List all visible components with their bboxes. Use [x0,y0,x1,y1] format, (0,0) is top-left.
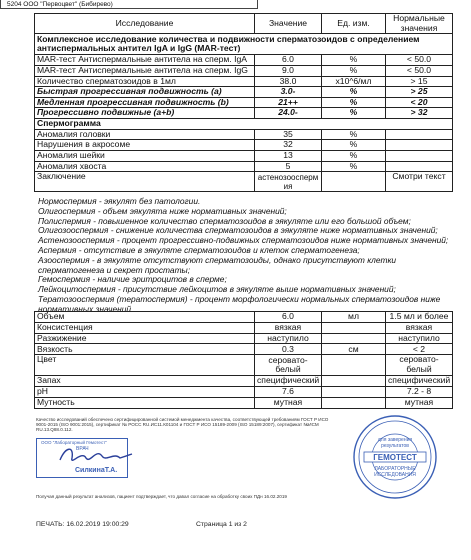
table-row [35,140,453,151]
row-name: Количество сперматозоидов в 1мл [35,76,255,87]
row-value: мутная [255,397,322,408]
row-value: специфический [255,376,322,387]
table-row [35,312,453,323]
table-row [35,386,453,397]
row-name: Цвет [35,355,255,376]
row-value: 24.0- [255,108,322,119]
page-number: Страница 1 из 2 [196,521,247,528]
stamp-role: ВРАЧ [76,446,89,452]
header-norm: Нормальные значения [386,14,453,34]
note-line: Тератозооспермия (тератоспермия) - процент морфологически нормальных сперматозоидов ниже нормативных значений. [38,293,441,314]
consent-note: Получая данный результат анализов, пациент подтверждает, что давал согласие на обработку своих ПДн 16.02.2019 [36,494,287,499]
row-unit: % [322,108,386,119]
row-value: 0.3 [255,344,322,355]
results-table [34,13,453,192]
table-row [35,65,453,76]
row-norm: > 32 [386,108,453,119]
row-unit [322,333,386,344]
stamp-company: ООО "Лабораторный Гемотест" [41,440,107,445]
table-row [35,322,453,333]
row-unit [322,386,386,397]
table-row [35,376,453,387]
note-line: Олигозооспермия - снижение количества сперматозоидов в эякуляте ниже нормативных значений; [38,225,438,236]
stamp-doctor-name: СилкинаТ.А. [75,467,118,474]
seal-caption-top [352,437,438,449]
row-unit: % [322,150,386,161]
row-name: Нарушения в акросоме [35,140,255,151]
conclusion-row [35,172,453,192]
row-name: Аномалия головки [35,129,255,140]
row-name: Аномалия хвоста [35,161,255,172]
row-unit: % [322,65,386,76]
row-value: 5 [255,161,322,172]
row-norm: < 2 [386,344,453,355]
row-norm: вязкая [386,322,453,333]
row-name: Вязкость [35,344,255,355]
row-value: вязкая [255,322,322,333]
definitions-notes [38,197,452,315]
note-line: Астенозооспермия - процент прогрессивно-подвижных сперматозоидов ниже нормативных значений; [38,235,449,246]
row-name: Разжижение [35,333,255,344]
row-norm: < 20 [386,97,453,108]
row-value: 7.6 [255,386,322,397]
row-norm: мутная [386,397,453,408]
seal-line2: результатов [381,443,409,449]
row-value: 13 [255,150,322,161]
table-row [35,333,453,344]
row-norm [386,129,453,140]
physical-properties-table [34,311,453,409]
row-value: астенозооспермия [255,172,322,192]
table-row [35,344,453,355]
row-value: 6.0 [255,55,322,66]
row-value: 38.0 [255,76,322,87]
row-name: Прогрессивно подвижные (а+b) [35,108,255,119]
header-value: Значение [255,14,322,34]
row-value: 6.0 [255,312,322,323]
row-name: Быстрая прогрессивная подвижность (а) [35,87,255,98]
table-row [35,97,453,108]
note-line: Аспермия - отсутствие в эякуляте сперматозоидов и клеток сперматогенеза; [38,244,360,255]
row-unit [322,397,386,408]
row-name: Аномалия шейки [35,150,255,161]
row-value: наступило [255,333,322,344]
row-norm: > 15 [386,76,453,87]
row-unit: % [322,140,386,151]
row-norm: Смотри текст [386,172,453,192]
seal-line3: ЛАБОРАТОРНЫЕ [374,466,416,472]
section-title-row [35,119,453,130]
table-header-row [35,14,453,34]
note-line: Лейкоцитоспермия - присутствие лейкоцитов в эякуляте выше нормативных значений; [38,284,396,295]
row-name: Запах [35,376,255,387]
row-value: 21++ [255,97,322,108]
row-unit: % [322,129,386,140]
row-name: Медленная прогрессивная подвижность (b) [35,97,255,108]
row-norm: > 25 [386,87,453,98]
row-norm [386,140,453,151]
note-line: Олигоспермия - объем эякулята ниже нормативных значений; [38,205,287,216]
note-line: Полиспермия - повышенное количество сперматозоидов в эякуляте или его большой объем; [38,215,411,226]
row-unit [322,172,386,192]
row-norm: серовато-белый [386,355,453,376]
row-unit: мл [322,312,386,323]
print-date: ПЕЧАТЬ: 16.02.2019 19:00:29 [36,521,129,528]
note-line: Азооспермия - в эякуляте отсутствуют сперматозоиды, однако присутствуют клетки сперматогенеза и секрет простаты; [38,254,397,275]
row-norm: 7.2 - 8 [386,386,453,397]
row-norm: наступило [386,333,453,344]
row-unit: % [322,97,386,108]
table-row [35,76,453,87]
table-row [35,129,453,140]
row-norm: 1.5 мл и более [386,312,453,323]
row-unit [322,355,386,376]
header-study: Исследование [35,14,255,34]
row-name: Мутность [35,397,255,408]
table-row [35,108,453,119]
row-name: Объем [35,312,255,323]
row-name: pH [35,386,255,397]
seal-caption-bottom [352,466,438,478]
header-unit: Ед. изм. [322,14,386,34]
row-unit: % [322,161,386,172]
row-name: Заключение [35,172,255,192]
section-title: Спермограмма [35,119,453,130]
table-row [35,150,453,161]
row-norm [386,161,453,172]
row-norm: специфический [386,376,453,387]
row-unit: % [322,55,386,66]
note-line: Гемоспермия - наличие эритроцитов в сперме; [38,274,227,285]
table-row [35,397,453,408]
row-name: Консистенция [35,322,255,333]
signature-icon [56,444,136,468]
row-unit: x10^6/мл [322,76,386,87]
row-unit: % [322,87,386,98]
row-unit [322,322,386,333]
row-value: 35 [255,129,322,140]
lab-office-cell: 5204 ООО "Первоцвет" (Бибирево) [0,0,258,9]
row-unit: см [322,344,386,355]
row-unit [322,376,386,387]
row-value: серовато-белый [255,355,322,376]
section-title: Комплексное исследование количества и подвижности сперматозоидов с определением антиспермальных антител IgA и IgG (MAR-тест) [35,34,453,55]
table-row [35,355,453,376]
row-name: MAR-тест Антиспермальные антитела на сперм. IgA [35,55,255,66]
certification-text: Качество исследований обеспечено сертифицированной системой менеджмента качества, соответствующей требованиям ГОСТ Р ИСО 9001-2015 (ISO 9001:2015), сертификат № РОСС RU.ИС11.К01104 и ГОСТ Р ИСО 15189-2009 (ISO 15189:2007), сертификат №ИСМ RU.13.Q88.0.112. [36,417,329,433]
seal-line1: для заверения [377,437,413,443]
seal-brand: ГЕМОТЕСТ [373,453,417,462]
table-row [35,55,453,66]
row-value: 3.0- [255,87,322,98]
note-line: Нормоспермия - эякулят без патологии. [38,196,201,206]
seal-line4: ИССЛЕДОВАНИЯ [374,472,416,478]
row-norm: < 50.0 [386,65,453,76]
section-title-row [35,34,453,55]
row-norm: < 50.0 [386,55,453,66]
table-row [35,161,453,172]
row-value: 32 [255,140,322,151]
row-name: MAR-тест Антиспермальные антитела на сперм. IgG [35,65,255,76]
row-norm [386,150,453,161]
table-row [35,87,453,98]
row-value: 9.0 [255,65,322,76]
